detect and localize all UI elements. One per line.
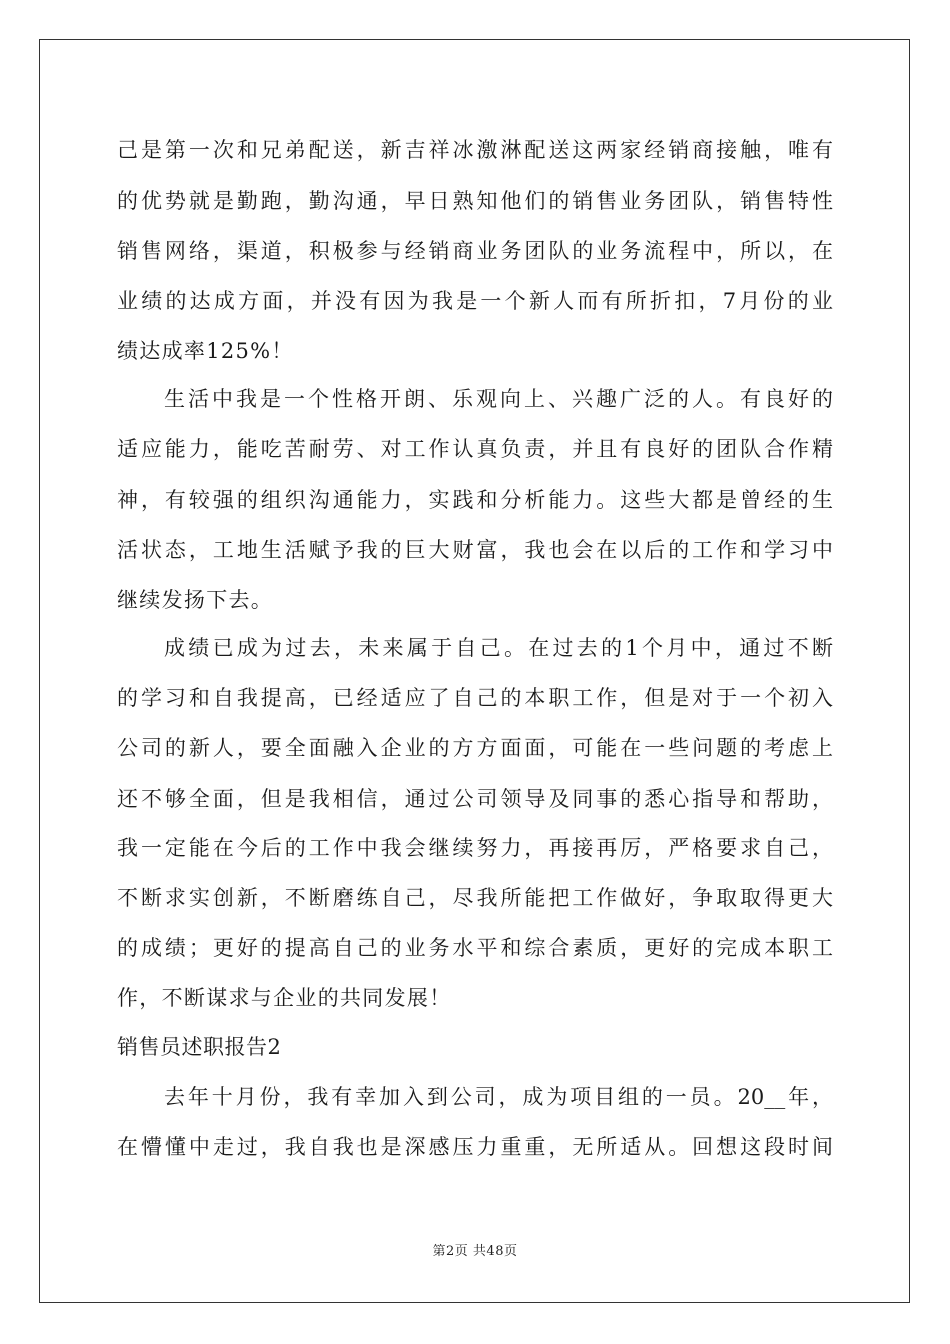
paragraph-2-line-1: 生活中我是一个性格开朗、乐观向上、兴趣广泛的人。有良好的 [164, 387, 833, 411]
section-paragraph-line-1: 去年十月份，我有幸加入到公司，成为项目组的一员。20__年， [164, 1085, 833, 1109]
paragraph-3-line-6: 不断求实创新，不断磨练自己，尽我所能把工作做好，争取取得更大 [117, 886, 833, 910]
page-border [39, 39, 910, 1303]
paragraph-3-line-7: 的成绩；更好的提高自己的业务水平和综合素质，更好的完成本职工 [117, 936, 833, 960]
paragraph-3-line-1: 成绩已成为过去，未来属于自己。在过去的1个月中，通过不断 [164, 636, 833, 660]
paragraph-3-line-2: 的学习和自我提高，已经适应了自己的本职工作，但是对于一个初入 [117, 686, 833, 710]
paragraph-2-line-2: 适应能力，能吃苦耐劳、对工作认真负责，并且有良好的团队合作精 [117, 437, 833, 461]
paragraph-3-line-8: 作，不断谋求与企业的共同发展！ [117, 986, 452, 1010]
paragraph-1-line-1: 己是第一次和兄弟配送，新吉祥冰激淋配送这两家经销商接触，唯有 [117, 138, 833, 162]
paragraph-1-line-4: 业绩的达成方面，并没有因为我是一个新人而有所折扣，7月份的业 [117, 289, 833, 313]
paragraph-1-line-2: 的优势就是勤跑，勤沟通，早日熟知他们的销售业务团队，销售特性 [117, 189, 833, 213]
paragraph-3-line-4: 还不够全面，但是我相信，通过公司领导及同事的悉心指导和帮助， [117, 787, 833, 811]
paragraph-2-line-5: 继续发扬下去。 [117, 588, 274, 612]
paragraph-2-line-3: 神，有较强的组织沟通能力，实践和分析能力。这些大都是曾经的生 [117, 488, 833, 512]
paragraph-1-line-5: 绩达成率125%！ [117, 339, 294, 363]
paragraph-1-line-3: 销售网络，渠道，积极参与经销商业务团队的业务流程中，所以，在 [117, 239, 833, 263]
section-paragraph-line-2: 在懵懂中走过，我自我也是深感压力重重，无所适从。回想这段时间 [117, 1135, 833, 1159]
paragraph-3-line-5: 我一定能在今后的工作中我会继续努力，再接再厉，严格要求自己， [117, 836, 833, 860]
section-title: 销售员述职报告2 [117, 1035, 282, 1059]
paragraph-3-line-3: 公司的新人，要全面融入企业的方方面面，可能在一些问题的考虑上 [117, 736, 833, 760]
page-number-footer: 第2页 共48页 [432, 1244, 518, 1259]
paragraph-2-line-4: 活状态，工地生活赋予我的巨大财富，我也会在以后的工作和学习中 [117, 538, 833, 562]
